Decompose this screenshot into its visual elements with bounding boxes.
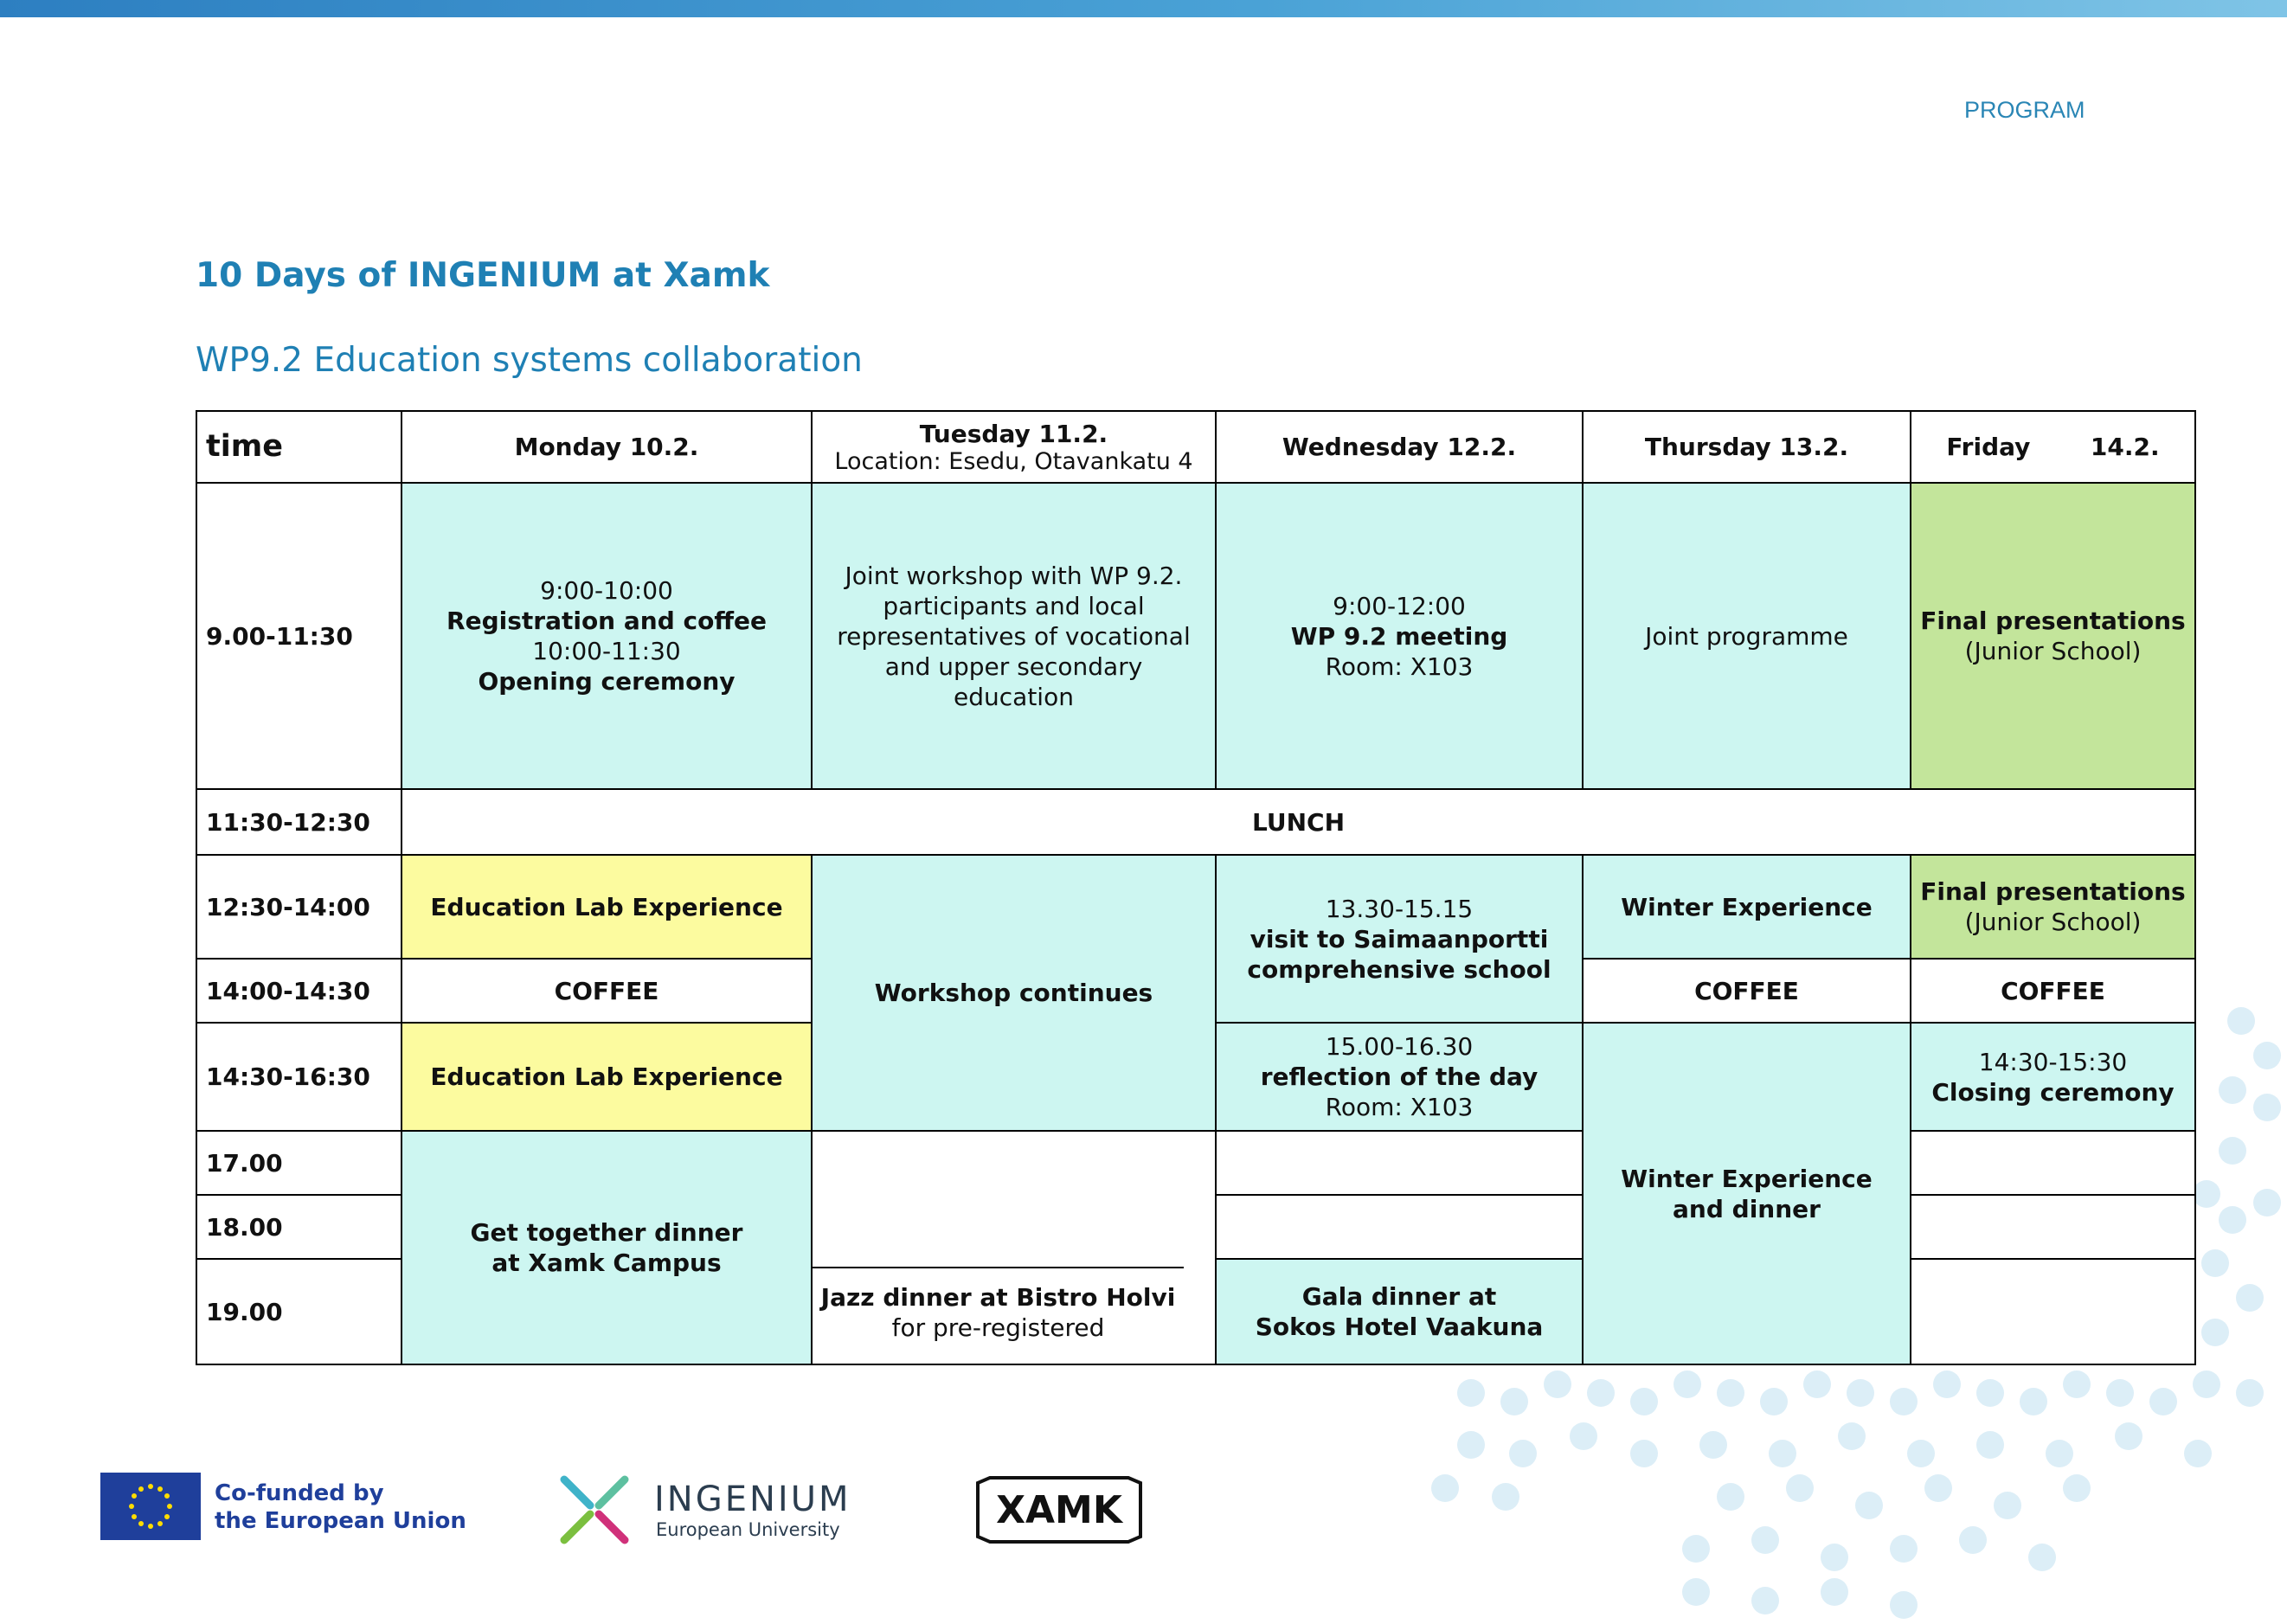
wednesday-morning-title: WP 9.2 meeting [1290, 621, 1508, 651]
header-thursday: Thursday 13.2. [1583, 411, 1911, 483]
eu-text-line: Co-funded by [215, 1480, 384, 1506]
wednesday-gala-line: Gala dinner at [1301, 1282, 1497, 1311]
wednesday-refl-time: 15.00-16.30 [1325, 1032, 1474, 1061]
eu-text-line: the European Union [215, 1508, 466, 1534]
friday-final2 [1911, 855, 2195, 959]
monday-lab1: Education Lab Experience [402, 855, 812, 959]
time-cell: 14:00-14:30 [196, 959, 402, 1023]
tuesday-workshop: Workshop continues [812, 855, 1216, 1131]
footer-logos [0, 1462, 2287, 1566]
header-tuesday [812, 411, 1216, 483]
ingenium-name: INGENIUM [654, 1480, 851, 1519]
tuesday-day: Tuesday 11.2. [919, 420, 1108, 448]
monday-morning-time1: 9:00-10:00 [540, 576, 673, 605]
thursday-winter-dinner-line: Winter Experience [1621, 1164, 1873, 1193]
page-title: 10 Days of INGENIUM at Xamk [196, 256, 770, 295]
tuesday-morning-line: Joint workshop with WP 9.2. [845, 561, 1183, 590]
header-monday: Monday 10.2. [402, 411, 812, 483]
tuesday-jazz-sub: for pre-registered [891, 1313, 1105, 1342]
wednesday-visit-time: 13.30-15.15 [1325, 894, 1474, 923]
wednesday-visit-title: visit to Saimaanportti [1249, 924, 1549, 953]
wednesday-empty-1800 [1216, 1195, 1583, 1259]
tuesday-morning-line: representatives of vocational [837, 621, 1191, 651]
time-cell: 17.00 [196, 1131, 402, 1195]
friday-morning [1911, 483, 2195, 789]
thursday-morning: Joint programme [1583, 483, 1911, 789]
wednesday-refl-title: reflection of the day [1260, 1062, 1539, 1091]
eu-cofunded-text [215, 1480, 466, 1535]
row-morning [196, 483, 2195, 789]
monday-morning-time2: 10:00-11:30 [532, 637, 681, 665]
friday-empty-1900 [1911, 1259, 2195, 1364]
ingenium-logo-icon [556, 1471, 633, 1549]
friday-empty-1700 [1911, 1131, 2195, 1195]
friday-empty-1800 [1911, 1195, 2195, 1259]
friday-final2-title: Final presentations [1920, 877, 2186, 906]
tuesday-morning-line: participants and local [883, 591, 1145, 620]
monday-morning-title2: Opening ceremony [478, 667, 736, 696]
monday-lab2: Education Lab Experience [402, 1023, 812, 1131]
thursday-winter-dinner [1583, 1023, 1911, 1364]
wednesday-gala-line: Sokos Hotel Vaakuna [1255, 1313, 1544, 1341]
top-gradient-bar [0, 0, 2287, 17]
friday-day: Friday [1946, 433, 2031, 461]
tuesday-morning-line: education [954, 682, 1074, 711]
wednesday-morning-time: 9:00-12:00 [1333, 591, 1466, 620]
monday-morning [402, 483, 812, 789]
friday-final1-sub: (Junior School) [1964, 637, 2142, 665]
thursday-winter-dinner-line: and dinner [1673, 1194, 1821, 1223]
tuesday-jazz-title: Jazz dinner at Bistro Holvi [820, 1283, 1176, 1312]
wednesday-morning-room: Room: X103 [1325, 652, 1474, 681]
header-time: time [196, 411, 402, 483]
row-1230 [196, 855, 2195, 959]
schedule-table [196, 410, 2196, 1365]
tuesday-morning [812, 483, 1216, 789]
time-cell: 12:30-14:00 [196, 855, 402, 959]
page-subtitle: WP9.2 Education systems collaboration [196, 341, 863, 380]
lunch-cell: LUNCH [402, 789, 2195, 855]
wednesday-visit-title: comprehensive school [1247, 954, 1551, 984]
time-cell: 19.00 [196, 1259, 402, 1364]
monday-dinner-line: Get together dinner [470, 1218, 743, 1247]
friday-coffee: COFFEE [1911, 959, 2195, 1023]
monday-dinner-line: at Xamk Campus [491, 1248, 722, 1277]
header-row [196, 411, 2195, 483]
wednesday-empty-1700 [1216, 1131, 1583, 1195]
time-cell: 18.00 [196, 1195, 402, 1259]
monday-coffee: COFFEE [402, 959, 812, 1023]
monday-dinner [402, 1131, 812, 1364]
friday-closing-title: Closing ceremony [1931, 1077, 2175, 1107]
tuesday-location: Location: Esedu, Otavankatu 4 [834, 448, 1193, 475]
row-lunch [196, 789, 2195, 855]
wednesday-visit [1216, 855, 1583, 1023]
ingenium-subtitle: European University [656, 1519, 840, 1540]
friday-final2-sub: (Junior School) [1964, 908, 2142, 936]
section-label: PROGRAM [1964, 97, 2085, 123]
monday-morning-title1: Registration and coffee [446, 607, 767, 635]
tuesday-evening [812, 1131, 1216, 1364]
friday-date: 14.2. [2090, 433, 2160, 461]
thursday-coffee: COFFEE [1583, 959, 1911, 1023]
wednesday-refl-room: Room: X103 [1325, 1093, 1474, 1121]
thursday-winter: Winter Experience [1583, 855, 1911, 959]
header-friday [1911, 411, 2195, 483]
wednesday-reflection [1216, 1023, 1583, 1131]
friday-closing-time: 14:30-15:30 [1978, 1047, 2128, 1076]
eu-flag-icon [100, 1473, 201, 1540]
friday-closing [1911, 1023, 2195, 1131]
xamk-logo-icon [973, 1474, 1146, 1545]
header-wednesday: Wednesday 12.2. [1216, 411, 1583, 483]
xamk-logo-text: XAMK [996, 1488, 1122, 1532]
tuesday-morning-line: and upper secondary [884, 652, 1143, 681]
wednesday-morning [1216, 483, 1583, 789]
wednesday-gala [1216, 1259, 1583, 1364]
time-cell: 9.00-11:30 [196, 483, 402, 789]
time-cell: 14:30-16:30 [196, 1023, 402, 1131]
time-cell: 11:30-12:30 [196, 789, 402, 855]
friday-final1-title: Final presentations [1920, 607, 2186, 635]
